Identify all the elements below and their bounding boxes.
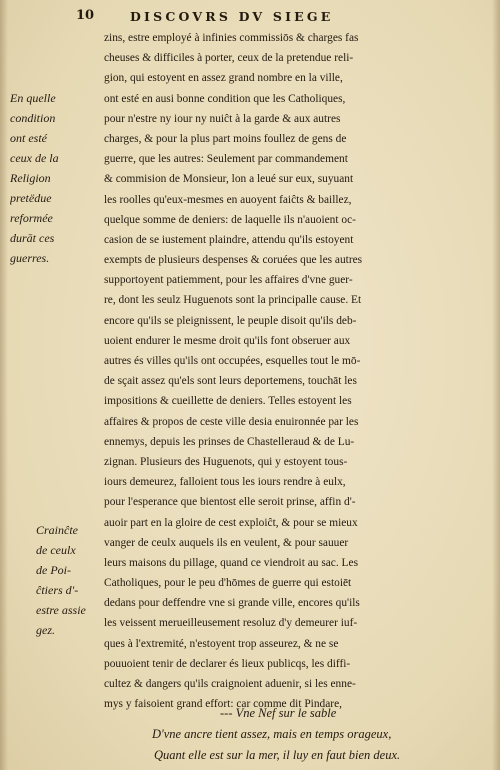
text-line: ennemys, depuis les prinses de Chastelleraud & de Lu- — [104, 435, 355, 448]
page-number: 10 — [76, 8, 95, 23]
text-line: les roolles qu'eux-mesmes en auoyent faiĉts & baillez, — [104, 193, 352, 206]
text-line: les veissent merueilleusement resoluz d'y demeurer iuf- — [104, 617, 358, 630]
margin-note-line: ceux de la — [10, 151, 59, 165]
page-edge-shadow-right — [492, 0, 500, 770]
text-line: affaires & propos de ceste ville desia enuironnée par les — [104, 415, 359, 428]
margin-note-line: de Poi- — [36, 563, 71, 577]
text-line: leurs maisons du pillage, quand ce viendroit au sac. Les — [104, 556, 359, 569]
page-edge-shadow-left — [0, 0, 8, 770]
text-line: mys y faisoient grand effort: car comme dit Pindare, — [104, 698, 342, 711]
verse-line-3: Quant elle est sur la mer, il luy en faut bien deux. — [154, 748, 401, 762]
text-line: de sçait assez qu'els sont leurs deportemens, touchāt les — [104, 375, 357, 388]
text-line: zignan. Plusieurs des Huguenots, qui y estoyent tous- — [104, 455, 348, 468]
margin-note-line: estre assie — [36, 603, 86, 617]
margin-note-condition — [10, 88, 59, 268]
margin-note-line: reformée — [10, 211, 53, 225]
margin-note-line: gez. — [36, 623, 55, 637]
text-line: cultez & dangers qu'ils craignoient aduenir, si les enne- — [104, 678, 356, 690]
margin-note-line: Religion — [10, 171, 51, 185]
margin-note-line: En quelle — [10, 91, 56, 105]
text-line: exempts de plusieurs despenses & coruées que les autres — [104, 254, 363, 267]
text-line: guerre, que les autres: Seulement par commandement — [104, 153, 348, 166]
text-line: ques à l'extremité, n'estoyent trop asseurez, & ne se — [104, 637, 339, 650]
margin-note-line: condition — [10, 111, 56, 125]
margin-note-line: guerres. — [10, 251, 50, 265]
text-line: vanger de ceulx auquels ils en veulent, & pour sauuer — [104, 536, 349, 549]
page-header — [0, 6, 500, 26]
text-line: supportoyent patiemment, pour les affaires d'vne guer- — [104, 274, 353, 287]
running-head: DISCOVRS DV SIEGE — [130, 9, 334, 24]
text-line: auoir part en la gloire de cest exploiĉt, & pour se mieux — [104, 516, 358, 529]
margin-note-crainte — [36, 520, 86, 640]
text-line: quelque somme de deniers: de laquelle ils n'auoient oc- — [104, 213, 356, 226]
verse-line-1: --- Vne Nef sur le sable — [220, 706, 337, 720]
text-line: charges, & pour la plus part moins foullez de gens de — [104, 132, 347, 145]
text-line: casion de se iustement plaindre, attendu qu'ils estoyent — [104, 233, 354, 246]
verse-line-2: D'vne ancre tient assez, mais en temps orageux, — [152, 727, 392, 741]
text-line: encore qu'ils se pleignissent, le peuple disoit qu'ils deb- — [104, 314, 357, 327]
body-text — [104, 28, 488, 714]
text-line: impositions & cueillette de deniers. Telles estoyent les — [104, 395, 352, 408]
text-line: Catholiques, pour le peu d'hōmes de guerre qui estoiēt — [104, 577, 352, 590]
text-line: zins, estre employé à infinies commissiōs & charges fas — [104, 32, 359, 44]
text-line: iours demeurez, falloient tous les iours rendre à eulx, — [104, 476, 346, 489]
margin-note-line: de ceulx — [36, 543, 76, 557]
margin-note-line: Crainĉte — [36, 523, 78, 537]
text-line: ont esté en ausi bonne condition que les Catholiques, — [104, 92, 346, 105]
text-line: dedans pour deffendre vne si grande ville, encores qu'ils — [104, 597, 360, 610]
text-line: pouuoient tenir de declarer és lieux publicqs, les diffi- — [104, 657, 351, 670]
text-line: re, dont les seulz Huguenots sont la principalle cause. Et — [104, 294, 362, 307]
text-line: gion, qui estoyent en assez grand nombre en la ville, — [104, 72, 343, 85]
margin-note-line: durāt ces — [10, 231, 55, 245]
text-line: autres és villes qu'ils ont occupées, esquelles tout le mō- — [104, 355, 361, 367]
margin-note-line: ĉtiers d'- — [36, 583, 79, 597]
margin-note-line: ont esté — [10, 131, 47, 145]
margin-note-line: pretëdue — [10, 191, 52, 205]
text-line: uoient endurer le mesme droit qu'ils font obseruer aux — [104, 334, 351, 347]
text-line: & commision de Monsieur, lon a leué sur eux, suyuant — [104, 173, 354, 186]
text-line: cheuses & difficiles à porter, ceux de la pretendue reli- — [104, 52, 354, 65]
text-line: pour l'esperance que bientost elle seroit prinse, affin d'- — [104, 496, 356, 509]
text-line: pour n'estre ny iour ny nuiĉt à la garde & aux autres — [104, 112, 341, 125]
